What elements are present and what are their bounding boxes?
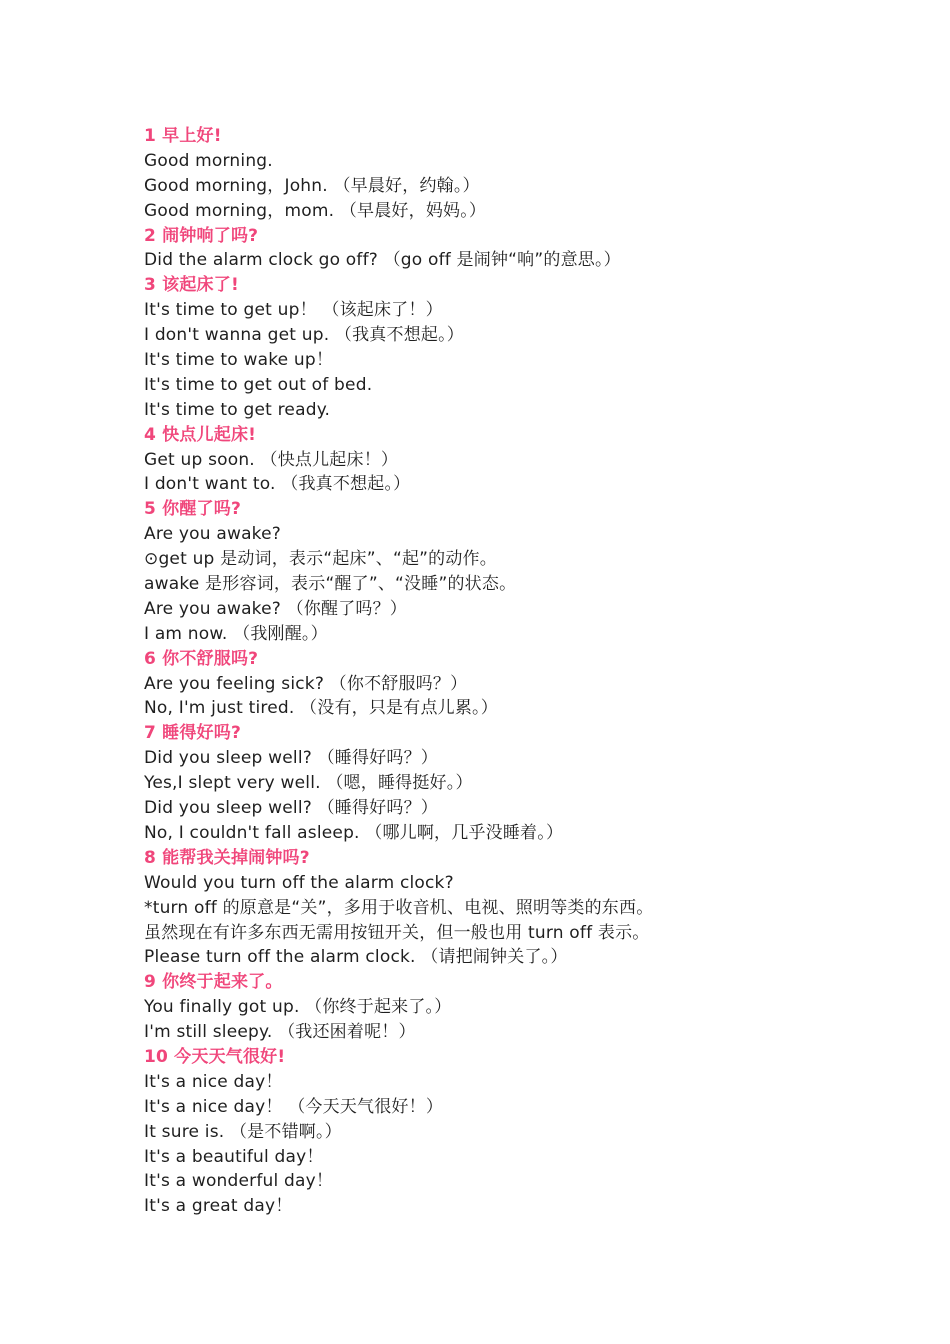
text-line: Would you turn off the alarm clock?	[144, 872, 454, 893]
section-6	[144, 647, 904, 722]
text-line: It's time to wake up！	[144, 350, 334, 371]
text-line: *turn off 的原意是“关”，多用于收音机、电视、照明等类的东西。	[144, 897, 654, 918]
section-heading: 2 闹钟响了吗?	[144, 225, 259, 246]
text-line: It's time to get up！ （该起床了！）	[144, 300, 443, 321]
section-heading: 5 你醒了吗?	[144, 499, 242, 520]
text-line: It's time to get out of bed.	[144, 374, 373, 395]
section-5	[144, 497, 904, 646]
text-line: Good morning，John. （早晨好，约翰。）	[144, 175, 480, 196]
section-3	[144, 273, 904, 422]
section-2	[144, 224, 904, 274]
section-heading: 1 早上好!	[144, 126, 222, 146]
text-line: Did you sleep well? （睡得好吗？）	[144, 748, 438, 769]
text-line: Are you feeling sick? （你不舒服吗？）	[144, 673, 468, 694]
section-8	[144, 846, 904, 970]
text-line: Good morning，mom. （早晨好，妈妈。）	[144, 200, 487, 221]
text-line: Good morning.	[144, 150, 273, 171]
text-line: Are you awake? （你醒了吗？）	[144, 598, 408, 619]
text-line: It's time to get ready.	[144, 399, 331, 420]
text-line: It's a great day！	[144, 1196, 293, 1217]
section-1	[144, 124, 904, 224]
section-heading: 7 睡得好吗?	[144, 723, 242, 744]
text-line: Did you sleep well? （睡得好吗？）	[144, 798, 438, 819]
text-line: I don't want to. （我真不想起。）	[144, 474, 411, 495]
text-line: Did the alarm clock go off? （go off 是闹钟“响”的意思。）	[144, 250, 621, 271]
text-line: It's a nice day！ （今天天气很好！）	[144, 1096, 444, 1117]
section-heading: 8 能帮我关掉闹钟吗?	[144, 847, 310, 868]
text-line: Please turn off the alarm clock. （请把闹钟关了。）	[144, 947, 568, 968]
text-line: It's a beautiful day！	[144, 1146, 324, 1167]
section-heading: 10 今天天气很好!	[144, 1046, 286, 1067]
text-line: You finally got up. （你终于起来了。）	[144, 997, 452, 1018]
text-line: Yes,I slept very well. （嗯，睡得挺好。）	[144, 773, 473, 794]
text-line: It's a nice day！	[144, 1071, 283, 1092]
document-body	[144, 124, 904, 1219]
section-heading: 9 你终于起来了。	[144, 972, 283, 993]
text-line: No, I couldn't fall asleep. （哪儿啊，几乎没睡着。）	[144, 822, 564, 843]
text-line: It sure is. （是不错啊。）	[144, 1121, 342, 1142]
text-line: It's a wonderful day！	[144, 1171, 334, 1192]
text-line: 虽然现在有许多东西无需用按钮开关，但一般也用 turn off 表示。	[144, 922, 650, 943]
text-line: I am now. （我刚醒。）	[144, 623, 328, 644]
section-heading: 3 该起床了!	[144, 275, 239, 296]
text-line: Get up soon. （快点儿起床！）	[144, 449, 399, 470]
section-heading: 6 你不舒服吗?	[144, 648, 259, 669]
text-line: ⊙get up 是动词，表示“起床”、“起”的动作。	[144, 549, 497, 570]
section-heading: 4 快点儿起床!	[144, 424, 257, 445]
section-7	[144, 721, 904, 845]
text-line: No, I'm just tired. （没有，只是有点儿累。）	[144, 698, 498, 719]
section-10	[144, 1045, 904, 1219]
text-line: I'm still sleepy. （我还困着呢！）	[144, 1022, 416, 1043]
section-4	[144, 423, 904, 498]
text-line: Are you awake?	[144, 524, 282, 545]
text-line: awake 是形容词，表示“醒了”、“没睡”的状态。	[144, 574, 517, 595]
text-line: I don't wanna get up. （我真不想起。）	[144, 325, 465, 346]
section-9	[144, 970, 904, 1045]
